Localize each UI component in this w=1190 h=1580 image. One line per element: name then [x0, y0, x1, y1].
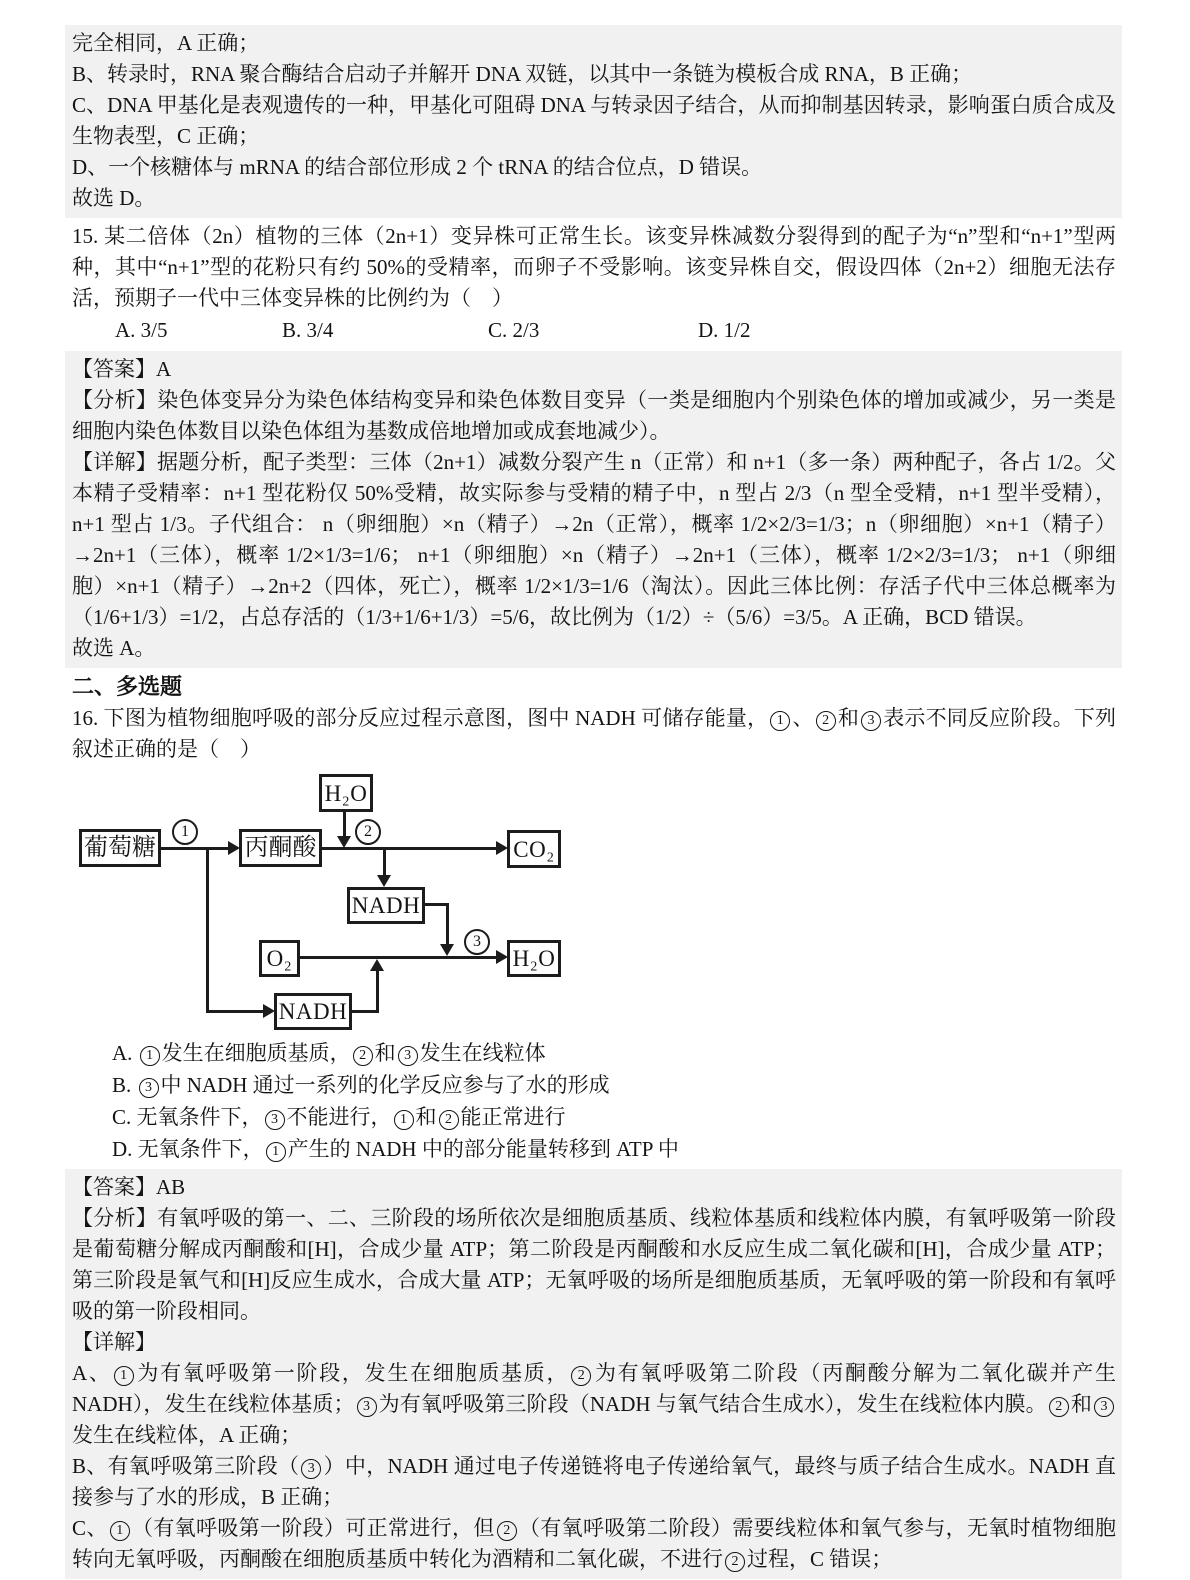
circled-digit-2: 2 — [571, 1366, 591, 1386]
arrow-into-co2 — [496, 841, 508, 855]
q15-answer-block — [65, 351, 1122, 668]
arrow-nadh1-into-line — [370, 959, 384, 971]
line-nadh2-out-vertical — [446, 903, 449, 945]
circled-digit-3: 3 — [301, 1459, 321, 1479]
circled-digit-1: 1 — [394, 1110, 414, 1130]
circled-digit-2: 2 — [353, 1046, 373, 1066]
q16-options — [72, 1037, 1116, 1165]
h2o-input-box: H₂O — [319, 774, 373, 812]
line-branch-to-nadh1 — [206, 1010, 264, 1013]
answer-conclusion: 故选 D。 — [72, 186, 156, 210]
page-content — [65, 0, 1122, 1579]
line-glucose-branch-down — [206, 847, 209, 1011]
section-title-multichoice: 二、多选题 — [72, 674, 183, 699]
circled-digit-2: 2 — [1049, 1397, 1069, 1417]
explanation-line: D、一个核糖体与 mRNA 的结合部位形成 2 个 tRNA 的结合位点，D 错误。 — [72, 155, 763, 179]
analysis-paragraph: 【分析】染色体变异分为染色体结构变异和染色体数目变异（一类是细胞内个别染色体的增加或减少，另一类是细胞内染色体数目以染色体组为基数成倍地增加或成套地减少）。 — [72, 388, 1116, 443]
q15-option-c: C. 2/3 — [488, 318, 540, 342]
circled-digit-3: 3 — [861, 711, 881, 731]
line-h2o-down — [343, 812, 346, 838]
o2-box: O₂ — [259, 940, 300, 977]
explanation-line: C、DNA 甲基化是表观遗传的一种，甲基化可阻碍 DNA 与转录因子结合，从而抑制基因转录，影响蛋白质合成及生物表型，C 正确； — [72, 93, 1116, 148]
step2-circle: 2 — [355, 819, 381, 845]
q14-explanation-block — [65, 25, 1122, 218]
detail-paragraph: 【详解】据题分析，配子类型：三体（2n+1）减数分裂产生 n（正常）和 n+1（多一条）两种配子，各占 1/2。父本精子受精率：n+1 型花粉仅 50%受精，故实际参与受精的精子中，n 型占 2/3（n 型全受精，n+1 型半受精），n+1 型占 1/3。子代组合： n（卵细胞）×n（精子）→2n（正常），概率 1/2×2/3=1/3；n（卵细胞）×n+1（精子）→2n+1（三体），概率 1/2×1/3=1/6； n+1（卵细胞）×n（精子）→2n+1（三体），概率 1/2×2/3=1/3； n+1（卵细胞）×n+1（精子）→2n+2（四体，死亡），概率 1/2×1/3=1/6（淘汰）。因此三体比例：存活子代中三体总概率为（1/6+1/3）=1/2，占总存活的（1/3+1/6+1/3）=5/6，故比例为（1/2）÷（5/6）=3/5。A 正确，BCD 错误。 — [72, 450, 1116, 629]
line-o2-to-h2o — [300, 956, 496, 959]
line-pyruvate-to-co2 — [322, 847, 497, 850]
nadh-stage2-box: NADH — [347, 887, 425, 924]
circled-digit-3: 3 — [265, 1110, 285, 1130]
q15-options-row — [72, 314, 1116, 347]
q15-stem: 15. 某二倍体（2n）植物的三体（2n+1）变异株可正常生长。该变异株减数分裂得到的配子为“n”型和“n+1”型两种，其中“n+1”型的花粉只有约 50%的受精率，而卵子不受影响。该变异株自交，假设四体（2n+2）细胞无法存活，预期子一代中三体变异株的比例约为（ ） — [72, 224, 1116, 310]
q15-option-d: D. 1/2 — [698, 318, 751, 342]
q16-question-block — [65, 668, 1122, 1169]
arrow-into-h2o-output — [496, 950, 508, 964]
detail-paragraph-c: C、 1 （有氧呼吸第一阶段）可正常进行，但 2 （有氧呼吸第二阶段）需要线粒体和氧气参与，无氧时植物细胞转向无氧呼吸，丙酮酸在细胞质基质中转化为酒精和二氧化碳，不进行 2 过程，C 错误； — [72, 1516, 1117, 1571]
circled-digit-3: 3 — [1094, 1397, 1114, 1417]
circled-digit-2: 2 — [725, 1552, 745, 1572]
line-glucose-to-pyruvate — [161, 847, 229, 850]
arrow-into-nadh1 — [263, 1004, 275, 1018]
q16-stem: 16. 下图为植物细胞呼吸的部分反应过程示意图，图中 NADH 可储存能量， 1 、 2 和 3 表示不同反应阶段。下列叙述正确的是（ ） — [72, 706, 1117, 761]
arrow-into-pyruvate — [228, 841, 240, 855]
line-nadh1-out-vertical — [376, 970, 379, 1013]
q16-answer-block — [65, 1169, 1122, 1579]
detail-paragraph-a: A、 1 为有氧呼吸第一阶段，发生在细胞质基质， 2 为有氧呼吸第二阶段（丙酮酸分解为二氧化碳并产生 NADH），发生在线粒体基质； 3 为有氧呼吸第三阶段（NADH 与氧气结合生成水），发生在线粒体内膜。 2 和 3发生在线粒体，A 正确； — [72, 1361, 1116, 1447]
step1-circle: 1 — [172, 819, 198, 845]
pyruvate-box: 丙酮酸 — [239, 829, 322, 867]
line-drop-to-nadh2 — [383, 850, 386, 876]
q15-option-b: B. 3/4 — [282, 318, 334, 342]
answer-line: 【答案】A — [72, 357, 172, 381]
answer-line: 【答案】AB — [72, 1175, 186, 1199]
circled-digit-3: 3 — [139, 1078, 159, 1098]
respiration-diagram — [72, 765, 1116, 1037]
circled-digit-1: 1 — [110, 1521, 130, 1541]
detail-paragraph-b: B、有氧呼吸第三阶段（ 3 ）中，NADH 通过电子传递链将电子传递给氧气，最终与质子结合生成水。NADH 直接参与了水的形成，B 正确； — [72, 1454, 1116, 1509]
step3-circle: 3 — [464, 929, 490, 955]
nadh-stage1-box: NADH — [274, 993, 352, 1030]
analysis-paragraph: 【分析】有氧呼吸的第一、二、三阶段的场所依次是细胞质基质、线粒体基质和线粒体内膜，有氧呼吸第一阶段是葡萄糖分解成丙酮酸和[H]，合成少量 ATP；第二阶段是丙酮酸和水反应生成二氧化碳和[H]，合成少量 ATP；第三阶段是氧气和[H]反应生成水，合成大量 ATP；无氧呼吸的场所是细胞质基质，无氧呼吸的第一阶段和有氧呼吸的第一阶段相同。 — [72, 1206, 1116, 1323]
detail-title: 【详解】 — [72, 1330, 156, 1354]
q16-option-d: D. 无氧条件下， 1 产生的 NADH 中的部分能量转移到 ATP 中 — [112, 1137, 679, 1161]
h2o-output-box: H₂O — [507, 940, 561, 977]
explanation-line: 完全相同，A 正确； — [72, 31, 260, 55]
arrow-into-nadh2 — [377, 875, 391, 887]
co2-box: CO₂ — [507, 830, 561, 868]
circled-digit-3: 3 — [398, 1046, 418, 1066]
line-nadh1-out-horizontal — [352, 1010, 379, 1013]
circled-digit-2: 2 — [816, 711, 836, 731]
circled-digit-2: 2 — [497, 1521, 517, 1541]
q15-question-block — [65, 218, 1122, 351]
circled-digit-2: 2 — [439, 1110, 459, 1130]
circled-digit-1: 1 — [266, 1142, 286, 1162]
answer-conclusion: 故选 A。 — [72, 636, 156, 660]
explanation-line: B、转录时，RNA 聚合酶结合启动子并解开 DNA 双链，以其中一条链为模板合成 RNA，B 正确； — [72, 62, 973, 86]
circled-digit-1: 1 — [770, 711, 790, 731]
q16-option-c: C. 无氧条件下， 3 不能进行， 1 和 2 能正常进行 — [112, 1105, 566, 1129]
arrow-nadh2-into-line — [440, 944, 454, 956]
circled-digit-1: 1 — [140, 1046, 160, 1066]
q16-option-a: A. 1 发生在细胞质基质， 2 和 3 发生在线粒体 — [112, 1041, 546, 1065]
q16-option-b: B. 3 中 NADH 通过一系列的化学反应参与了水的形成 — [112, 1073, 610, 1097]
glucose-box: 葡萄糖 — [79, 829, 161, 867]
q15-option-a: A. 3/5 — [115, 318, 168, 342]
circled-digit-1: 1 — [114, 1366, 134, 1386]
circled-digit-3: 3 — [357, 1397, 377, 1417]
